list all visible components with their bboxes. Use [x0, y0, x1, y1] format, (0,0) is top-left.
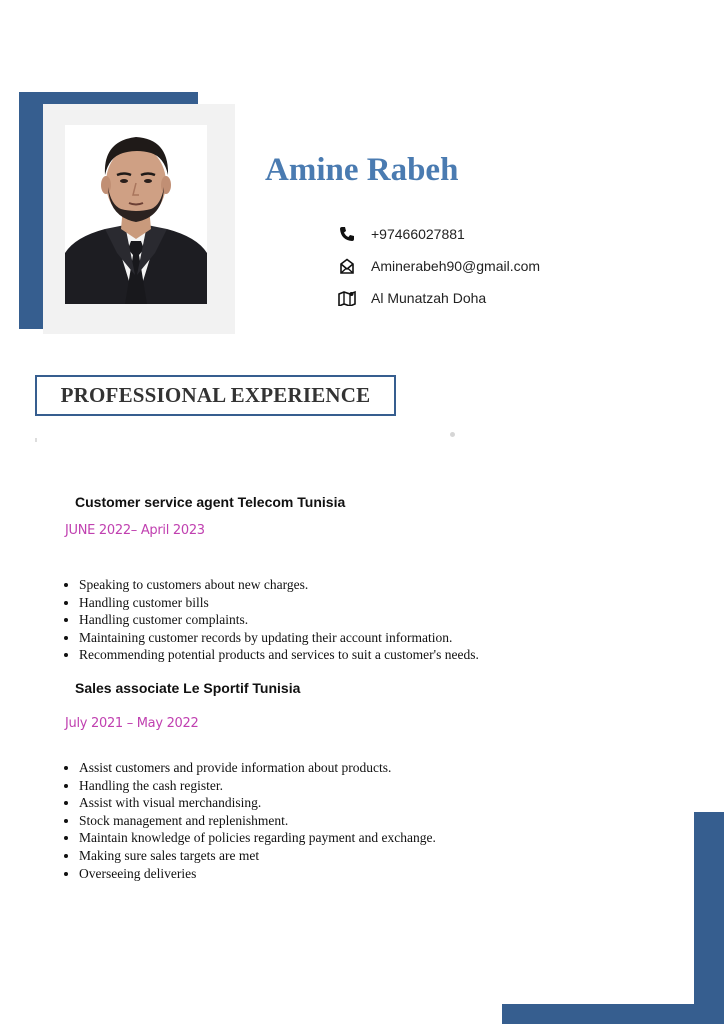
duty-item: • Overseeing deliveries [79, 865, 679, 883]
phone-icon [338, 225, 356, 243]
job-title: Customer service agent Telecom Tunisia [75, 494, 346, 510]
duty-item: • Assist with visual merchandising. [79, 794, 679, 812]
duty-item: • Making sure sales targets are met [79, 847, 679, 865]
decorative-corner-bottom [502, 1004, 724, 1024]
decorative-dot [450, 432, 455, 437]
contact-phone [338, 224, 465, 244]
section-heading-box [35, 375, 396, 416]
job-title: Sales associate Le Sportif Tunisia [75, 680, 301, 696]
address: Al Munatzah Doha [371, 290, 487, 306]
profile-photo-illustration [65, 125, 207, 304]
job-duties-list [60, 576, 679, 664]
decorative-mark [35, 438, 37, 442]
job-duties-list [60, 759, 679, 882]
duty-item: • Handling customer complaints. [79, 611, 679, 629]
duty-item: • Speaking to customers about new charges. [79, 576, 679, 594]
decorative-frame-left [19, 92, 43, 329]
duty-item: • Recommending potential products and services to suit a customer's needs. [79, 646, 679, 664]
email-address[interactable]: Aminerabeh90@gmail.com [371, 258, 541, 274]
profile-photo [65, 125, 207, 304]
duty-item: • Handling the cash register. [79, 777, 679, 795]
contact-email [338, 256, 540, 276]
duty-item: • Maintain knowledge of policies regarding payment and exchange. [79, 829, 679, 847]
candidate-name: Amine Rabeh [265, 152, 459, 188]
job-dates: July 2021 – May 2022 [65, 716, 199, 731]
decorative-corner-right [694, 812, 724, 1024]
job-dates: JUNE 2022– April 2023 [65, 523, 205, 538]
duty-item: • Handling customer bills [79, 594, 679, 612]
phone-number[interactable]: +97466027881 [371, 226, 465, 242]
duty-item: • Stock management and replenishment. [79, 812, 679, 830]
duty-item: • Assist customers and provide information about products. [79, 759, 679, 777]
mail-icon [338, 257, 356, 275]
decorative-frame-top [19, 92, 198, 104]
map-icon [338, 289, 356, 307]
contact-address [338, 288, 486, 308]
section-title: PROFESSIONAL EXPERIENCE [60, 383, 371, 407]
duty-item: • Maintaining customer records by updating their account information. [79, 629, 679, 647]
